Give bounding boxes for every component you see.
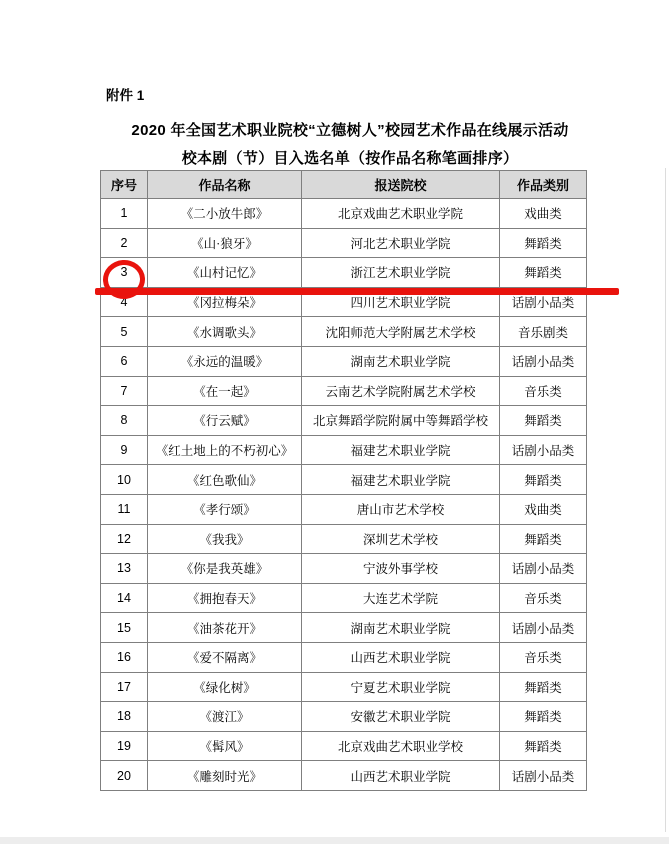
col-header-school: 报送院校 xyxy=(302,171,500,199)
category-cell: 舞蹈类 xyxy=(500,258,587,288)
table-row xyxy=(101,702,587,732)
row-index-cell: 7 xyxy=(101,376,148,406)
table-row xyxy=(101,642,587,672)
school-cell: 安徽艺术职业学院 xyxy=(302,702,500,732)
work-title-cell: 《孝行颂》 xyxy=(148,494,302,524)
row-index-cell: 1 xyxy=(101,199,148,229)
school-cell: 河北艺术职业学院 xyxy=(302,228,500,258)
school-cell: 浙江艺术职业学院 xyxy=(302,258,500,288)
page-edge-line xyxy=(665,168,666,832)
school-cell: 山西艺术职业学院 xyxy=(302,761,500,791)
category-cell: 舞蹈类 xyxy=(500,406,587,436)
page-subtitle: 校本剧（节）目入选名单（按作品名称笔画排序） xyxy=(181,150,519,167)
table-row xyxy=(101,731,587,761)
school-cell: 北京戏曲艺术职业学校 xyxy=(302,731,500,761)
school-cell: 湖南艺术职业学院 xyxy=(302,613,500,643)
work-title-cell: 《雕刻时光》 xyxy=(148,761,302,791)
row-index-cell: 14 xyxy=(101,583,148,613)
row-index-cell: 10 xyxy=(101,465,148,495)
category-cell: 舞蹈类 xyxy=(500,672,587,702)
category-cell: 音乐类 xyxy=(500,376,587,406)
school-cell: 宁夏艺术职业学院 xyxy=(302,672,500,702)
category-cell: 舞蹈类 xyxy=(500,228,587,258)
col-header-title: 作品名称 xyxy=(148,171,302,199)
category-cell: 戏曲类 xyxy=(500,199,587,229)
attachment-label: 附件 1 xyxy=(106,88,145,103)
red-underline-annotation xyxy=(95,288,619,295)
school-cell: 沈阳师范大学附属艺术学校 xyxy=(302,317,500,347)
row-index-cell: 20 xyxy=(101,761,148,791)
work-title-cell: 《你是我英雄》 xyxy=(148,554,302,584)
table-row xyxy=(101,346,587,376)
school-cell: 北京戏曲艺术职业学院 xyxy=(302,199,500,229)
work-title-cell: 《红色歌仙》 xyxy=(148,465,302,495)
row-index-cell: 12 xyxy=(101,524,148,554)
work-title-cell: 《永远的温暖》 xyxy=(148,346,302,376)
work-title-cell: 《行云赋》 xyxy=(148,406,302,436)
category-cell: 话剧小品类 xyxy=(500,613,587,643)
work-title-cell: 《红土地上的不朽初心》 xyxy=(148,435,302,465)
school-cell: 湖南艺术职业学院 xyxy=(302,346,500,376)
table-row xyxy=(101,406,587,436)
work-title-cell: 《绿化树》 xyxy=(148,672,302,702)
table-row xyxy=(101,524,587,554)
work-title-cell: 《山·狼牙》 xyxy=(148,228,302,258)
category-cell: 音乐类 xyxy=(500,642,587,672)
row-index-cell: 13 xyxy=(101,554,148,584)
work-title-cell: 《髯风》 xyxy=(148,731,302,761)
work-title-cell: 《拥抱春天》 xyxy=(148,583,302,613)
row-index-cell: 8 xyxy=(101,406,148,436)
row-index-cell: 15 xyxy=(101,613,148,643)
row-index-cell: 4 xyxy=(101,287,148,317)
table-row xyxy=(101,317,587,347)
row-index-cell: 2 xyxy=(101,228,148,258)
category-cell: 舞蹈类 xyxy=(500,731,587,761)
school-cell: 大连艺术学院 xyxy=(302,583,500,613)
school-cell: 深圳艺术学校 xyxy=(302,524,500,554)
works-table xyxy=(100,170,587,791)
table-row xyxy=(101,613,587,643)
category-cell: 音乐剧类 xyxy=(500,317,587,347)
row-index-cell: 18 xyxy=(101,702,148,732)
col-header-category: 作品类别 xyxy=(500,171,587,199)
work-title-cell: 《渡江》 xyxy=(148,702,302,732)
category-cell: 话剧小品类 xyxy=(500,287,587,317)
school-cell: 山西艺术职业学院 xyxy=(302,642,500,672)
category-cell: 话剧小品类 xyxy=(500,554,587,584)
category-cell: 舞蹈类 xyxy=(500,702,587,732)
table-row xyxy=(101,583,587,613)
work-title-cell: 《在一起》 xyxy=(148,376,302,406)
school-cell: 北京舞蹈学院附属中等舞蹈学校 xyxy=(302,406,500,436)
page-title: 2020 年全国艺术职业院校“立德树人”校园艺术作品在线展示活动 xyxy=(131,122,569,139)
row-index-cell: 11 xyxy=(101,494,148,524)
col-header-index: 序号 xyxy=(101,171,148,199)
school-cell: 福建艺术职业学院 xyxy=(302,465,500,495)
table-row xyxy=(101,554,587,584)
row-index-cell: 17 xyxy=(101,672,148,702)
table-row xyxy=(101,465,587,495)
school-cell: 福建艺术职业学院 xyxy=(302,435,500,465)
work-title-cell: 《我我》 xyxy=(148,524,302,554)
work-title-cell: 《水调歌头》 xyxy=(148,317,302,347)
category-cell: 音乐类 xyxy=(500,583,587,613)
school-cell: 唐山市艺术学校 xyxy=(302,494,500,524)
table-row xyxy=(101,376,587,406)
work-title-cell: 《山村记忆》 xyxy=(148,258,302,288)
category-cell: 话剧小品类 xyxy=(500,435,587,465)
table-row xyxy=(101,494,587,524)
work-title-cell: 《爱不隔离》 xyxy=(148,642,302,672)
category-cell: 话剧小品类 xyxy=(500,346,587,376)
category-cell: 戏曲类 xyxy=(500,494,587,524)
work-title-cell: 《二小放牛郎》 xyxy=(148,199,302,229)
table-row xyxy=(101,199,587,229)
table-row xyxy=(101,258,587,288)
school-cell: 宁波外事学校 xyxy=(302,554,500,584)
table-row xyxy=(101,435,587,465)
table-header-row xyxy=(101,171,587,199)
school-cell: 四川艺术职业学院 xyxy=(302,287,500,317)
bottom-edge-strip xyxy=(0,837,669,844)
table-row xyxy=(101,228,587,258)
category-cell: 舞蹈类 xyxy=(500,524,587,554)
table-row xyxy=(101,761,587,791)
row-index-cell: 3 xyxy=(101,258,148,288)
row-index-cell: 5 xyxy=(101,317,148,347)
row-index-cell: 16 xyxy=(101,642,148,672)
table-row xyxy=(101,672,587,702)
row-index-cell: 19 xyxy=(101,731,148,761)
row-index-cell: 9 xyxy=(101,435,148,465)
work-title-cell: 《冈拉梅朵》 xyxy=(148,287,302,317)
row-index-cell: 6 xyxy=(101,346,148,376)
work-title-cell: 《油茶花开》 xyxy=(148,613,302,643)
category-cell: 舞蹈类 xyxy=(500,465,587,495)
school-cell: 云南艺术学院附属艺术学校 xyxy=(302,376,500,406)
category-cell: 话剧小品类 xyxy=(500,761,587,791)
